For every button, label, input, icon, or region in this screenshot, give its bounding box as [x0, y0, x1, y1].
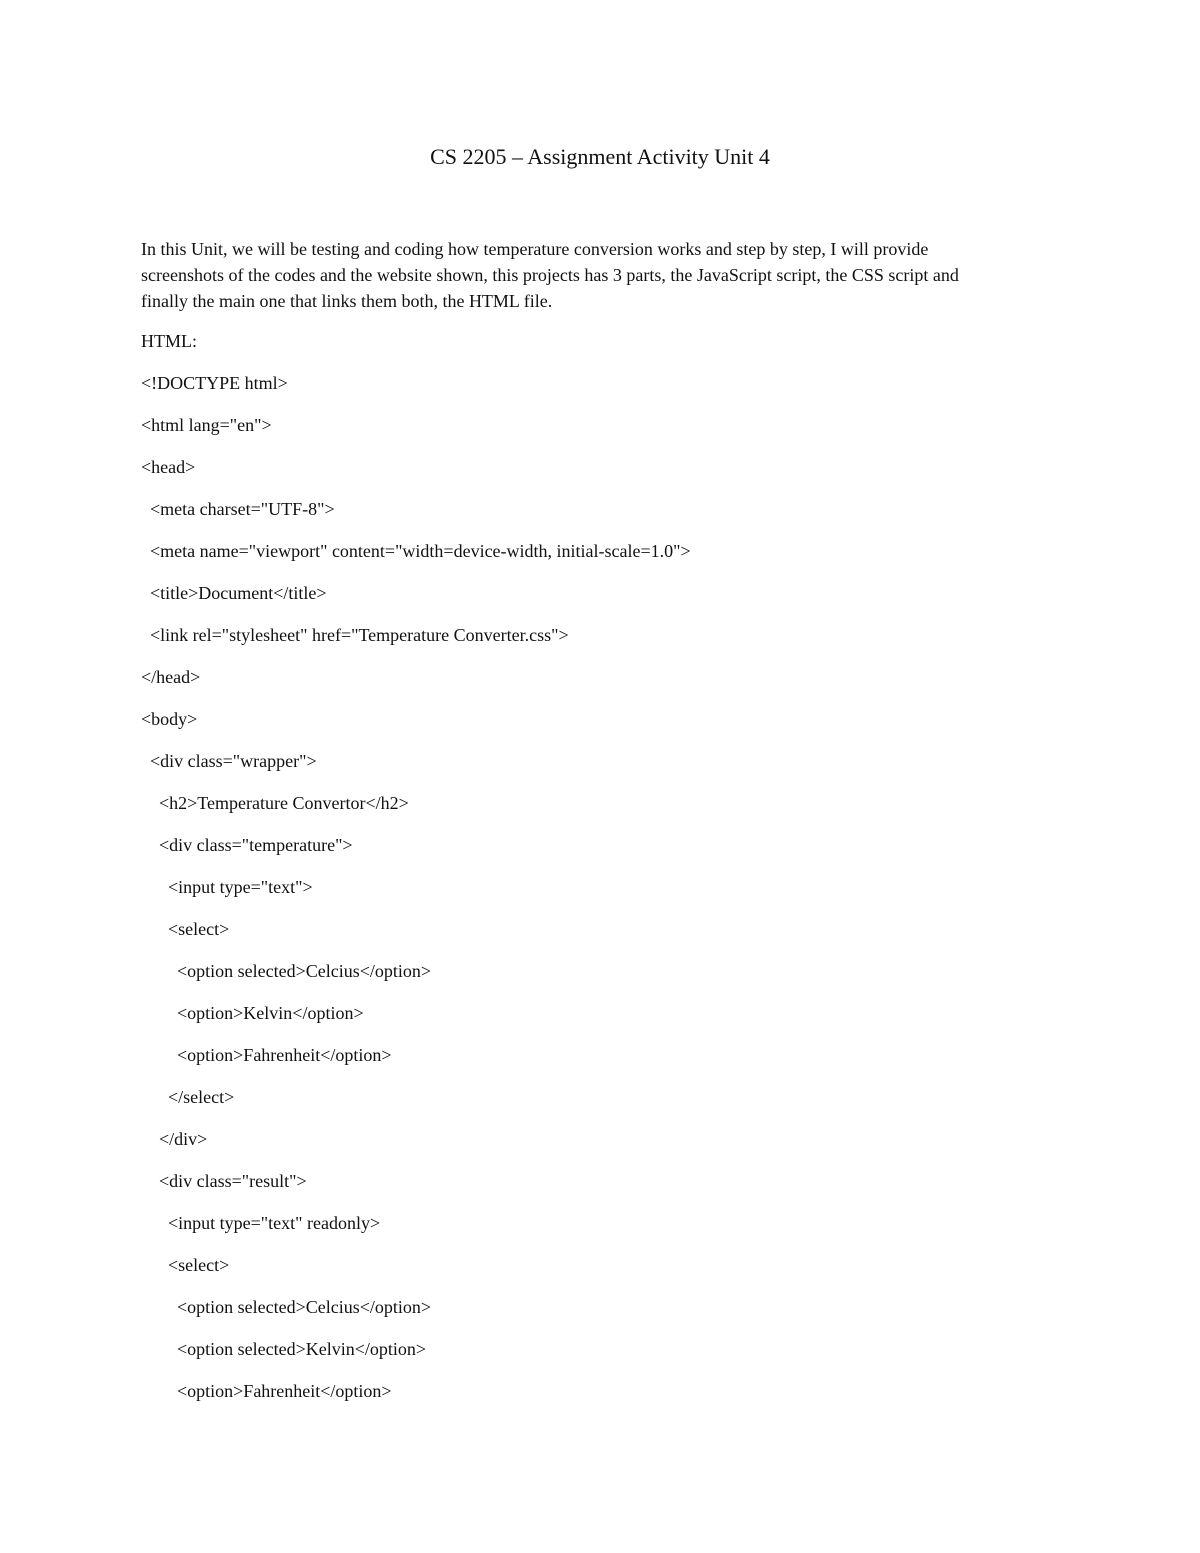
code-line: </select> — [141, 1087, 235, 1107]
code-line: <option selected>Kelvin</option> — [141, 1339, 427, 1359]
code-line: <head> — [141, 457, 196, 477]
code-line: <option>Kelvin</option> — [141, 1003, 364, 1023]
code-line: <input type="text"> — [141, 877, 313, 897]
code-line: <div class="result"> — [141, 1171, 307, 1191]
code-line: <select> — [141, 919, 230, 939]
code-line: <body> — [141, 709, 198, 729]
code-line: <title>Document</title> — [141, 583, 327, 603]
code-line: <h2>Temperature Convertor</h2> — [141, 793, 409, 813]
intro-line: In this Unit, we will be testing and coding how temperature conversion works and step by step, I will provide — [141, 239, 929, 259]
code-line: <option>Fahrenheit</option> — [141, 1381, 392, 1401]
code-line: <option>Fahrenheit</option> — [141, 1045, 392, 1065]
code-line: <meta name="viewport" content="width=device-width, initial-scale=1.0"> — [141, 541, 691, 561]
code-line: </head> — [141, 667, 201, 687]
code-line: </div> — [141, 1129, 208, 1149]
code-line: <div class="wrapper"> — [141, 751, 317, 771]
code-line: <!DOCTYPE html> — [141, 373, 288, 393]
code-line: <div class="temperature"> — [141, 835, 353, 855]
code-line: <link rel="stylesheet" href="Temperature Converter.css"> — [141, 625, 569, 645]
code-line: <option selected>Celcius</option> — [141, 961, 432, 981]
code-line: <select> — [141, 1255, 230, 1275]
intro-line: screenshots of the codes and the website shown, this projects has 3 parts, the JavaScript script, the CSS script and — [141, 265, 959, 285]
document-title: CS 2205 – Assignment Activity Unit 4 — [430, 144, 770, 169]
code-line: HTML: — [141, 331, 197, 351]
code-line: <meta charset="UTF-8"> — [141, 499, 335, 519]
code-line: <html lang="en"> — [141, 415, 272, 435]
code-line: <option selected>Celcius</option> — [141, 1297, 432, 1317]
intro-paragraph — [141, 236, 1061, 314]
intro-line: finally the main one that links them both, the HTML file. — [141, 291, 553, 311]
code-line: <input type="text" readonly> — [141, 1213, 381, 1233]
